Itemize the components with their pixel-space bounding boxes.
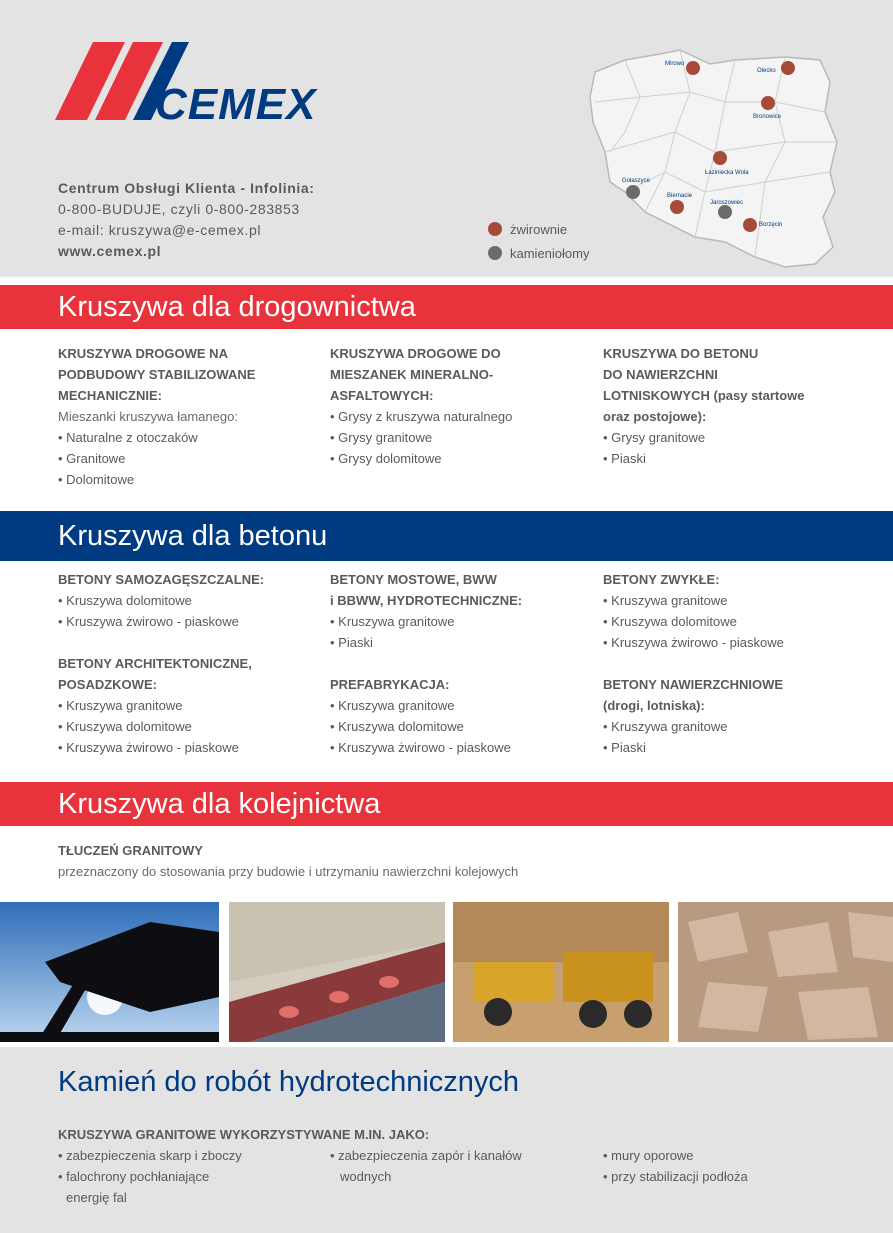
list-item-continued: energię fal — [66, 1190, 127, 1205]
contact-block — [58, 178, 315, 262]
hydro-col-1 — [58, 1145, 242, 1208]
list-item: • Grysy z kruszywa naturalnego — [330, 406, 512, 427]
legend-quarry: kamieniołomy — [510, 246, 590, 261]
concrete-col-1-h2b: POSADZKOWE: — [58, 677, 157, 692]
rail-description: przeznaczony do stosowania przy budowie i utrzymaniu nawierzchni kolejowych — [58, 864, 519, 879]
list-item: • Piaski — [603, 448, 805, 469]
rail-heading: TŁUCZEŃ GRANITOWY — [58, 843, 203, 858]
concrete-col-1-h2a: BETONY ARCHITEKTONICZNE, — [58, 656, 252, 671]
city-mirowo: Mirowo — [665, 61, 685, 67]
roads-col-2-h3: ASFALTOWYCH: — [330, 388, 434, 403]
roads-col-3-h3: LOTNISKOWYCH (pasy startowe — [603, 388, 805, 403]
section-rail-title: Kruszywa dla kolejnictwa — [0, 782, 893, 826]
list-item: • zabezpieczenia skarp i zboczy — [58, 1145, 242, 1166]
gravel-pit-icon — [488, 222, 502, 236]
contact-email[interactable]: e-mail: kruszywa@e-cemex.pl — [58, 222, 262, 238]
concrete-col-3-h2b: (drogi, lotniska): — [603, 698, 705, 713]
roads-col-2-h1: KRUSZYWA DROGOWE DO — [330, 346, 501, 361]
city-biernacie: Biernacie — [667, 193, 693, 199]
rail-text — [58, 840, 518, 882]
concrete-col-2-h2: PREFABRYKACJA: — [330, 677, 450, 692]
photo-granite-rocks — [678, 902, 893, 1042]
city-bronowice: Bronowice — [753, 114, 782, 120]
contact-title: Centrum Obsługi Klienta - Infolinia: — [58, 180, 315, 196]
list-item: • Kruszywa granitowe — [330, 611, 522, 632]
concrete-col-1 — [58, 569, 264, 758]
list-item: • falochrony pochłaniające — [58, 1166, 242, 1187]
concrete-col-2 — [330, 569, 522, 758]
list-item: • Naturalne z otoczaków — [58, 427, 255, 448]
roads-col-1-h2: PODBUDOWY STABILIZOWANE — [58, 367, 256, 382]
list-item-continued: wodnych — [340, 1169, 392, 1184]
contact-website[interactable]: www.cemex.pl — [58, 243, 162, 259]
roads-col-1-h1: KRUSZYWA DROGOWE NA — [58, 346, 228, 361]
roads-col-1 — [58, 343, 255, 490]
photo-conveyor-silhouette — [0, 902, 219, 1042]
list-item: • mury oporowe — [603, 1145, 748, 1166]
concrete-col-3 — [603, 569, 784, 758]
quarry-icon — [488, 246, 502, 260]
list-item: • Kruszywa dolomitowe — [330, 716, 522, 737]
legend-gravel: żwirownie — [510, 222, 568, 237]
roads-col-1-h3: MECHANICZNIE: — [58, 388, 162, 403]
list-item: • Grysy dolomitowe — [330, 448, 512, 469]
cemex-logo — [55, 42, 355, 127]
hydro-heading — [58, 1124, 429, 1145]
roads-col-3-h2: DO NAWIERZCHNI — [603, 367, 718, 382]
list-item: • przy stabilizacji podłoża — [603, 1166, 748, 1187]
list-item: • Dolomitowe — [58, 469, 255, 490]
city-laziniecka-wola: Łaziniecka Wola — [705, 170, 749, 176]
list-item: • Kruszywa żwirowo - piaskowe — [58, 611, 264, 632]
hydro-col-2 — [330, 1145, 522, 1187]
roads-col-1-text: Mieszanki kruszywa łamanego: — [58, 409, 238, 424]
city-golaszyce: Gołaszyce — [622, 178, 651, 184]
roads-col-2 — [330, 343, 512, 469]
list-item: • Kruszywa dolomitowe — [58, 590, 264, 611]
concrete-col-1-h: BETONY SAMOZAGĘSZCZALNE: — [58, 572, 265, 587]
roads-col-3-h4: oraz postojowe): — [603, 409, 707, 424]
city-borzecin: Borzęcin — [759, 222, 783, 228]
section-concrete-title: Kruszywa dla betonu — [0, 511, 893, 561]
hydro-heading-text: KRUSZYWA GRANITOWE WYKORZYSTYWANE M.IN. JAKO: — [58, 1127, 430, 1142]
list-item: • Grysy granitowe — [330, 427, 512, 448]
roads-col-3-h1: KRUSZYWA DO BETONU — [603, 346, 759, 361]
list-item: • Kruszywa granitowe — [58, 695, 264, 716]
list-item: • Kruszywa żwirowo - piaskowe — [330, 737, 522, 758]
photo-dump-truck — [453, 902, 669, 1042]
list-item: • Kruszywa żwirowo - piaskowe — [603, 632, 784, 653]
list-item: • Grysy granitowe — [603, 427, 805, 448]
list-item: • Kruszywa dolomitowe — [603, 611, 784, 632]
list-item: • Kruszywa granitowe — [603, 716, 784, 737]
hydro-col-3 — [603, 1145, 748, 1187]
list-item: • Kruszywa granitowe — [330, 695, 522, 716]
concrete-col-3-h2a: BETONY NAWIERZCHNIOWE — [603, 677, 784, 692]
roads-col-2-h2: MIESZANEK MINERALNO- — [330, 367, 494, 382]
list-item: • Kruszywa dolomitowe — [58, 716, 264, 737]
list-item: • Kruszywa żwirowo - piaskowe — [58, 737, 264, 758]
concrete-col-2-hb: i BBWW, HYDROTECHNICZNE: — [330, 593, 523, 608]
list-item: • Granitowe — [58, 448, 255, 469]
svg-text:CEMEX: CEMEX — [155, 80, 317, 127]
list-item: • Kruszywa granitowe — [603, 590, 784, 611]
poland-map — [585, 42, 847, 272]
section-roads-title: Kruszywa dla drogownictwa — [0, 285, 893, 329]
photo-conveyor-belt — [229, 902, 445, 1042]
map-legend — [488, 218, 589, 266]
concrete-col-2-ha: BETONY MOSTOWE, BWW — [330, 572, 497, 587]
contact-phone: 0-800-BUDUJE, czyli 0-800-283853 — [58, 201, 300, 217]
list-item: • Piaski — [330, 632, 522, 653]
section-hydro-title: Kamień do robót hydrotechnicznych — [58, 1066, 520, 1098]
city-olecko: Olecko — [757, 68, 776, 74]
city-jaroszowiec: Jaroszowiec — [710, 200, 744, 206]
list-item: • zabezpieczenia zapór i kanałów — [330, 1145, 522, 1166]
roads-col-3 — [603, 343, 805, 469]
list-item: • Piaski — [603, 737, 784, 758]
concrete-col-3-h: BETONY ZWYKŁE: — [603, 572, 720, 587]
